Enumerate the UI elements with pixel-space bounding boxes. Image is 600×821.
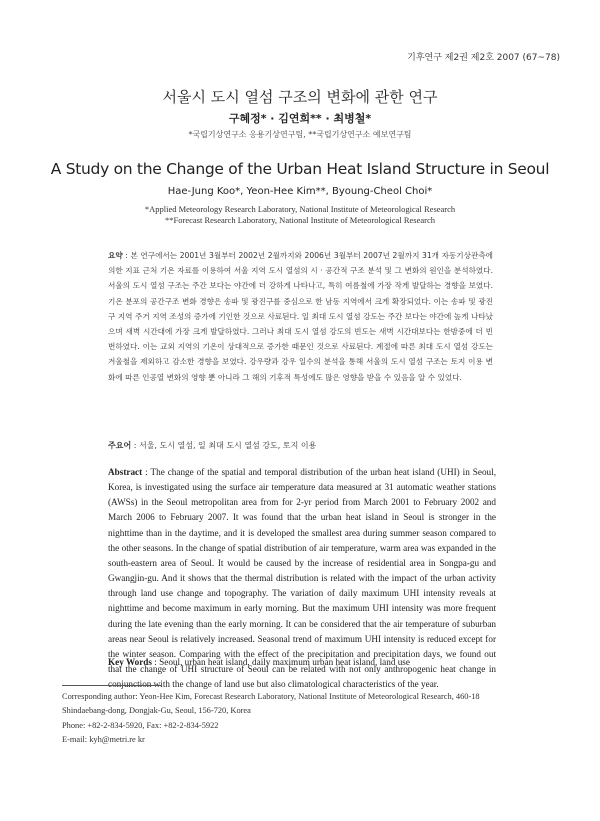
korean-abstract xyxy=(108,248,493,385)
english-keywords-label: Key Words xyxy=(108,657,152,667)
korean-keywords xyxy=(108,440,493,451)
correspondence-line: Corresponding author: Yeon-Hee Kim, Forecast Research Laboratory, National Institute of Meteorological Research, 460-18 xyxy=(62,692,480,701)
journal-reference: 기후연구 제2권 제2호 2007 (67~78) xyxy=(407,53,560,63)
english-abstract-label: Abstract xyxy=(108,467,143,477)
korean-affiliations: *국립기상연구소 응용기상연구팀, **국립기상연구소 예보연구팀 xyxy=(188,130,412,139)
english-authors: Hae-Jung Koo*, Yeon-Hee Kim**, Byoung-Cheol Choi* xyxy=(167,186,433,197)
footnote-divider xyxy=(62,685,162,686)
korean-title: 서울시 도시 열섬 구조의 변화에 관한 연구 xyxy=(162,88,438,106)
english-affiliations xyxy=(0,204,600,226)
english-keywords xyxy=(108,657,496,667)
english-abstract-text: : The change of the spatial and temporal distribution of the urban heat island (UHI) in Seoul, Korea, is investigated using the surface air temperature data measured at 31 automatic weather stations (AWSs) in the Seoul metropolitan area from for 2-yr period from March 2001 to February 2002 and March 2006 to February 2007. It was found that the urban heat island in Seoul is stronger in the nighttime than in the daytime, and it is developed the smallest area during summer season compared to the other seasons. In the change of spatial distribution of air temperature, warm area was expanded in the south-eastern area of Seoul. It would be caused by the increase of residential area in Songpa-gu and Gwangjin-gu. And it shows that the thermal distribution is related with the impact of the urban activity through land use change and topography. The variation of daily maximum UHI intensity reveals at nighttime and become maximum in early morning. But the maximum UHI intensity was more frequent during the late evening than the early morning. It can be considered that the air temperature of suburban areas near Seoul is relatively increased. Seasonal trend of maximum UHI intensity is reduced except for the winter season. Comparing with the effect of the precipitation and precipitation days, we found out that the change of UHI structure of Seoul can be related with not only anthropogenic heat change in conjunction with the change of land use but also climatological characteristics of the year. xyxy=(108,467,496,690)
affiliation-line: *Applied Meteorology Research Laboratory, National Institute of Meteorological Research xyxy=(144,204,456,214)
correspondence-line: E-mail: kyh@metri.re kr xyxy=(62,734,145,744)
correspondence-line: Phone: +82-2-834-5920, Fax: +82-2-834-5922 xyxy=(62,720,219,730)
korean-keywords-label: 주요어 xyxy=(108,441,132,450)
correspondence-footnote xyxy=(62,690,542,747)
affiliation-line: **Forecast Research Laboratory, National Institute of Meteorological Research xyxy=(165,215,435,225)
korean-abstract-text: : 본 연구에서는 2001년 3월부터 2002년 2월까지와 2006년 3월부터 2007년 2월까지 31개 자동기상관측에 의한 지표 근처 기온 자료를 이용하여 서울 지역 도시 열섬의 시 · 공간적 구조 분석 및 그 변화의 원인을 분석하였다. 서울의 도시 열섬 구조는 주간 보다는 야간에 더 강하게 나타나고, 특히 여름철에 가장 작게 발달하는 경향을 보였다. 기온 분포의 공간구조 변화 경향은 송파 및 광진구를 중심으로 한 남동 지역에서 크게 확장되었다. 이는 송파 및 광진구 지역 주거 지역 조성의 증가에 기인한 것으로 사료된다. 일 최대 도시 열섬 강도는 주간 보다는 야간에 높게 나타났으며 새벽 시간대에 가장 크게 발달하였다. 그러나 최대 도시 열섬 강도의 빈도는 새벽 시간대보다는 한밤중에 더 빈번하였다. 이는 교외 지역의 기온이 상대적으로 증가한 때문인 것으로 사료된다. 계절에 따른 최대 도시 열섬 강도는 겨울철을 제외하고 감소한 경향을 보였다. 강우량과 강우 일수의 분석을 통해 서울의 도시 열섬 구조는 토지 이용 변화에 따른 인공열 변화의 영향 뿐 아니라 그 해의 기후적 특성에도 많은 영향을 받을 수 있음을 알 수 있었다. xyxy=(108,251,493,382)
korean-abstract-label: 요약 xyxy=(108,251,123,260)
korean-authors: 구혜정* · 김연희** · 최병철* xyxy=(228,112,372,125)
korean-keywords-text: : 서울, 도시 열섬, 일 최대 도시 열섬 강도, 토지 이용 xyxy=(131,441,317,450)
english-title: A Study on the Change of the Urban Heat Island Structure in Seoul xyxy=(50,160,550,178)
english-keywords-text: : Seoul, urban heat island, daily maximum urban heat island, land use xyxy=(152,657,410,667)
correspondence-line: Shindaebang-dong, Dongjak-Gu, Seoul, 156-720, Korea xyxy=(62,706,251,716)
